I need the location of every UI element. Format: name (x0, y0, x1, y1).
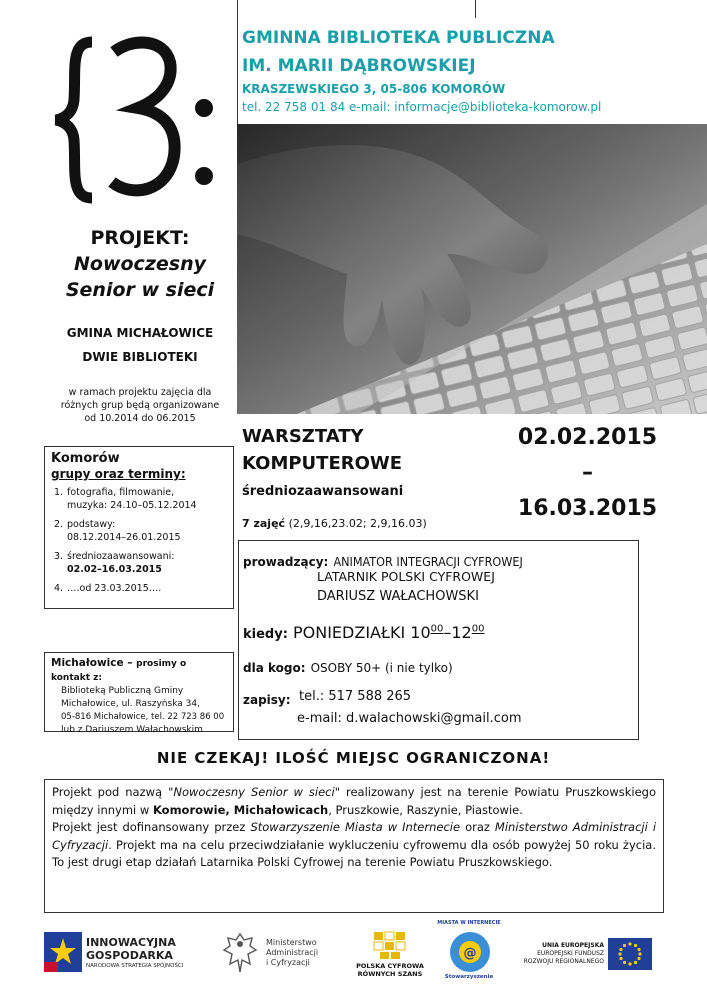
project-name-line2: Senior w sieci (65, 279, 215, 301)
innowacyjna-gospodarka-logo: INNOWACYJNA GOSPODARKA NARODOWA STRATEGIA SPÓJNOŚCI (44, 930, 199, 975)
michalowice-line: 05-816 Michałowice, tel. 22 723 86 00 (61, 712, 225, 722)
list-item: 4. ….od 23.03.2015…. (54, 583, 162, 594)
date-end: 16.03.2015 (517, 496, 658, 521)
eu-logo: UNIA EUROPEJSKA EUROPEJSKI FUNDUSZ ROZWOJU REGIONALNEGO (512, 938, 652, 978)
michalowice-line: lub z Dariuszem Wałachowskim (61, 725, 203, 735)
when-row: kiedy: PONIEDZIAŁKI $10^{00}-12^{00}$ (243, 623, 485, 642)
ministry-logo: Ministerstwo Administracji i Cyfryzacji (222, 930, 337, 980)
eagle-emblem-icon (222, 930, 258, 976)
project-note-line2: różnych grup będą organizowane (60, 400, 220, 411)
project-logo-icon (52, 30, 224, 210)
signup-email: e-mail: d.walachowski@gmail.com (297, 711, 522, 726)
library-address: KRASZEWSKIEGO 3, 05-806 KOMORÓW (242, 82, 506, 96)
library-contact: tel. 22 758 01 84 e-mail: informacje@biblioteka-komorow.pl (242, 100, 602, 114)
list-item: 3. średniozaawansowani: 02.02–16.03.2015 (54, 551, 175, 575)
michalowice-line: Biblioteką Publiczną Gminy (61, 686, 184, 696)
project-name-line1: Nowoczesny (74, 253, 206, 275)
instructor-line2: LATARNIK POLSKI CYFROWEJ (317, 569, 495, 584)
gmina-label: GMINA MICHAŁOWICE (66, 326, 214, 340)
signup-phone: tel.: 517 588 265 (299, 689, 412, 704)
date-dash: – (582, 460, 593, 485)
date-start: 02.02.2015 (517, 425, 658, 450)
library-name-line2: IM. MARII DĄBROWSKIEJ (242, 56, 476, 76)
keyboard-photo (237, 124, 707, 414)
workshop-sessions: 7 zajęć (2,9,16,23.02; 2,9,16.03) (242, 517, 427, 530)
list-item: 1. fotografia, filmowanie, muzyka: 24.10–05.12.2014 (54, 487, 197, 511)
michalowice-line: Michałowice, ul. Raszyńska 34, (61, 699, 200, 709)
workshop-title: WARSZTATY KOMPUTEROWE (242, 426, 403, 474)
list-item: 2. podstawy: 08.12.2014–26.01.2015 (54, 519, 181, 543)
miw-globe-icon (442, 922, 498, 982)
instructor-row: prowadzący: ANIMATOR INTEGRACJI CYFROWEJ (243, 554, 523, 569)
project-label: PROJEKT: (90, 227, 190, 249)
library-name-line1: GMINNA BIBLIOTEKA PUBLICZNA (242, 28, 555, 48)
svg-text:@: @ (463, 946, 477, 961)
eu-flag-icon (608, 938, 652, 970)
komorow-title: Komorów (51, 451, 120, 466)
description-p2: Projekt jest dofinansowany przez Stowarzyszenie Miasta w Internecie oraz Ministerstwo Administracji i Cyfryzacji. Projekt ma na celu przeciwdziałanie wykluczeniu cyfrowemu dla osób powyżej 50 roku życia. To jest drugi etap działań Latarnika Polski Cyfrowej na terenie Powiatu Pruszkowskiego. (52, 820, 657, 869)
miasta-w-internecie-logo: @ MIASTA W INTERNECIE Stowarzyszenie (437, 920, 501, 980)
libraries-label: DWIE BIBLIOTEKI (82, 350, 198, 364)
project-description (44, 779, 664, 913)
description-p1: Projekt pod nazwą "Nowoczesny Senior w sieci" realizowany jest na terenie Powiatu Pruszkowskiego między innymi w Komorowie, Michałowicach, Pruszkowie, Raszynie, Piastowie. (52, 785, 656, 817)
signup-row: zapisy: (243, 693, 291, 707)
divider (475, 0, 476, 18)
project-note-line1: w ramach projektu zajęcia dla (68, 387, 212, 398)
audience-row: dla kogo: OSOBY 50+ (i nie tylko) (243, 661, 453, 675)
komorow-subtitle: grupy oraz terminy: (51, 467, 186, 481)
instructor-line3: DARIUSZ WAŁACHOWSKI (317, 589, 479, 604)
polska-cyfrowa-logo: POLSKA CYFROWA RÓWNYCH SZANS (350, 930, 430, 985)
michalowice-heading: Michałowice – prosimy o kontakt z: (51, 657, 187, 683)
michalowice-contact-box (44, 652, 234, 735)
pc-grid-icon (372, 930, 408, 960)
workshop-details-box (238, 540, 639, 740)
workshop-level: średniozaawansowani (242, 484, 404, 499)
komorow-group-list (51, 486, 227, 595)
project-note-line3: od 10.2014 do 06.2015 (84, 413, 196, 424)
slogan: NIE CZEKAJ! ILOŚĆ MIEJSC OGRANICZONA! (156, 749, 551, 767)
komorow-schedule-box (44, 446, 234, 609)
ig-star-icon (44, 932, 82, 972)
divider (237, 0, 238, 140)
